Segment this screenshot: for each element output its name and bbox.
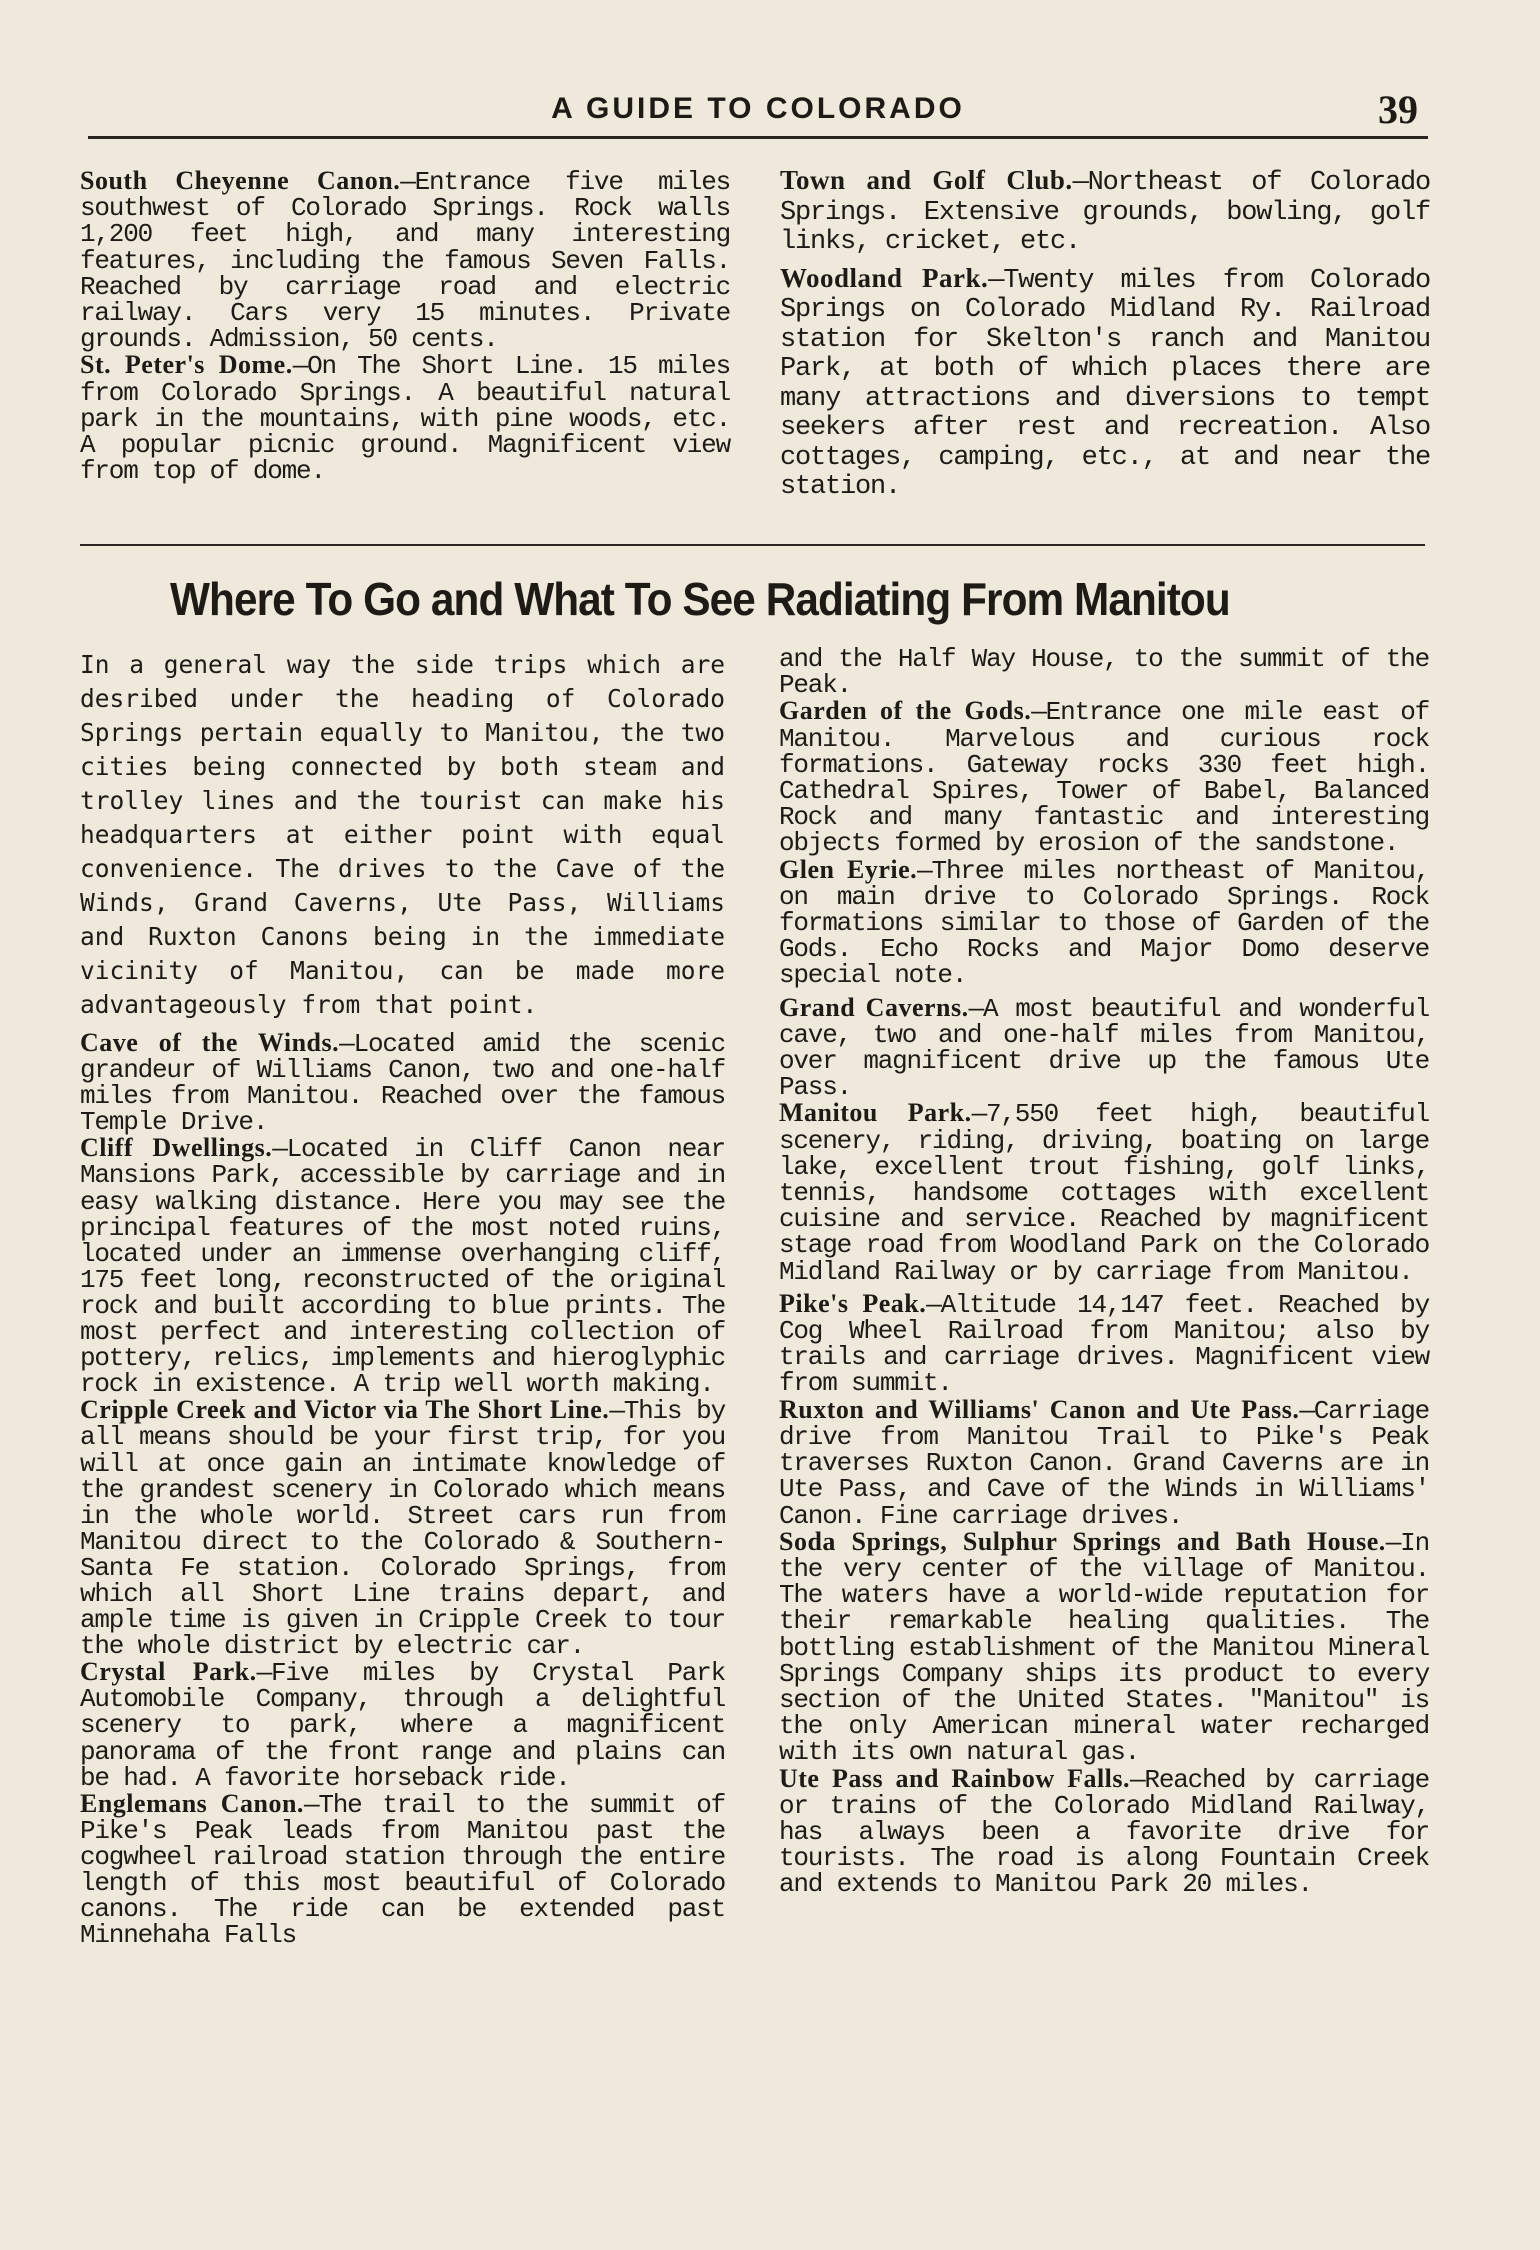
entry (779, 992, 1430, 1103)
entry (779, 1763, 1429, 1900)
entry (80, 1133, 725, 1400)
entry (80, 166, 730, 355)
entry-heading: Pike's Peak. (779, 1288, 927, 1318)
entry-text: —Entrance five miles southwest of Colorado Springs. Rock walls 1,200 feet high, and many interesting features, including the famous Seven Falls. Reached by carriage road and electric railway. Cars very 15 minutes. Private grounds. Admission, 50 cents. (80, 167, 730, 355)
entry-heading: Cliff Dwellings. (80, 1133, 273, 1163)
entry-heading: Englemans Canon. (80, 1788, 304, 1818)
entry-text: —A most beautiful and wonderful cave, two and one-half miles from Manitou, over magnificent drive up the famous Ute Pass. (779, 993, 1430, 1103)
entry (80, 1788, 725, 1951)
entry-heading: Crystal Park. (80, 1657, 257, 1687)
entry-heading: Town and Golf Club. (780, 165, 1073, 195)
entry (779, 1394, 1429, 1531)
header-rule (88, 136, 1428, 139)
entry-heading: Cave of the Winds. (80, 1028, 340, 1057)
top-left-column (80, 166, 730, 487)
entry-heading: Soda Springs, Sulphur Springs and Bath House. (779, 1526, 1386, 1556)
entry-text: —On The Short Line. 15 miles from Colorado Springs. A beautiful natural park in the mountains, with pine woods, etc. A popular picnic ground. Magnificent view from top of dome. (80, 351, 730, 487)
entry-text: —Entrance one mile east of Manitou. Marvelous and curious rock formations. Gateway rocks 330 feet high. Cathedral Spires, Tower of Babel, Balanced Rock and many fantastic and interesting objects formed by erosion of the sandstone. (779, 697, 1429, 859)
entry-heading: Woodland Park. (780, 262, 989, 293)
section-rule (80, 544, 1425, 546)
entry-text: —7,550 feet high, beautiful scenery, riding, driving, boating on large lake, excellent trout fishing, golf links, tennis, handsome cottages with excellent cuisine and service. Reached by magnificent stage road from Woodland Park on the Colorado Midland Railway or by carriage from Manitou. (779, 1099, 1429, 1287)
entry-heading: Manitou Park. (779, 1098, 972, 1128)
entry (779, 1526, 1429, 1768)
continuation-text: and the Half Way House, to the summit of the Peak. (779, 644, 1429, 701)
entry-heading: Ruxton and Williams' Canon and Ute Pass. (779, 1394, 1300, 1424)
entry (779, 854, 1430, 991)
entry-heading: Ute Pass and Rainbow Falls. (779, 1763, 1131, 1793)
entry (80, 350, 730, 487)
entry-text: —Five miles by Crystal Park Automobile Company, through a delightful scenery to park, where a magnificent panorama of the front range and plains can be had. A favorite horseback ride. (80, 1658, 725, 1793)
entry-heading: Grand Caverns. (779, 992, 969, 1022)
entry-text: —Three miles northeast of Manitou, on main drive to Colorado Springs. Rock formations similar to those of Garden of the Gods. Echo Rocks and Major Domo deserve special note. (779, 855, 1430, 991)
entry (779, 1098, 1429, 1287)
entry-text: —Located in Cliff Canon near Mansions Park, accessible by carriage and in easy walking distance. Here you may see the principal features of the most noted ruins, located under an immense overhanging cliff, 175 feet long, reconstructed of the original rock and built according to blue prints. The most perfect and interesting collection of pottery, relics, implements and hieroglyphic rock in existence. A trip well worth making. (80, 1134, 725, 1400)
section-title: Where To Go and What To See Radiating From Manitou (170, 573, 1230, 625)
entry (779, 1288, 1429, 1399)
top-right-column (780, 166, 1430, 509)
entry-text: —In the very center of the village of Manitou. The waters have a world-wide reputation for their remarkable healing qualities. The bottling establishment of the Manitou Mineral Springs Company ships its product to every section of the United States. "Manitou" is the only American mineral water recharged with its own natural gas. (779, 1527, 1429, 1768)
entry-heading: South Cheyenne Canon. (80, 166, 401, 195)
entry-text: —Reached by carriage or trains of the Colorado Midland Railway, has always been a favorite drive for tourists. The road is along Fountain Creek and extends to Manitou Park 20 miles. (779, 1764, 1429, 1900)
entry (780, 264, 1430, 503)
main-right-column (779, 646, 1429, 1898)
entry-heading: Cripple Creek and Victor via The Short Line. (80, 1395, 610, 1425)
entry-text: —This by all means should be your first trip, for you will at once gain an intimate knowledge of the grandest scenery in Colorado which means in the whole world. Street cars run from Manitou direct to the Colorado & Southern-Santa Fe station. Colorado Springs, from which all Short Line trains depart, and ample time is given in Cripple Creek to tour the whole district by electric car. (80, 1396, 725, 1662)
entry-heading: Glen Eyrie. (779, 854, 918, 884)
entry (779, 696, 1429, 859)
entry-text: —Located amid the scenic grandeur of Williams Canon, two and one-half miles from Manitou. Reached over the famous Temple Drive. (80, 1029, 725, 1138)
entry (80, 1657, 725, 1793)
entry-text: —Altitude 14,147 feet. Reached by Cog Wheel Railroad from Manitou; also by trails and carriage drives. Magnificent view from summit. (779, 1289, 1429, 1399)
entry-text: —The trail to the summit of Pike's Peak leads from Manitou past the cogwheel railroad station through the entire length of this most beautiful of Colorado canons. The ride can be extended past Minnehaha Falls (80, 1789, 725, 1951)
entry (780, 166, 1430, 258)
main-left-column (80, 648, 725, 1951)
entry (80, 1395, 725, 1662)
entry-heading: Garden of the Gods. (779, 696, 1032, 726)
entry-text: —Carriage drive from Manitou Trail to Pike's Peak traverses Ruxton Canon. Grand Caverns are in Ute Pass, and Cave of the Winds in Williams' Canon. Fine carriage drives. (779, 1395, 1429, 1531)
entry-text: —Northeast of Colorado Springs. Extensive grounds, bowling, golf links, cricket, etc. (780, 168, 1430, 257)
page-number: 39 (1378, 87, 1418, 132)
intro-paragraph: In a general way the side trips which are desribed under the heading of Colorado Springs pertain equally to Manitou, the two cities being connected by both steam and trolley lines and the tourist can make his headquarters at either point with equal convenience. The drives to the Cave of the Winds, Grand Caverns, Ute Pass, Williams and Ruxton Canons being in the immediate vicinity of Manitou, can be made more advantageously from that point. (80, 650, 725, 1019)
guide-title: A GUIDE TO COLORADO (551, 92, 965, 125)
running-head (88, 87, 1428, 134)
entry-heading: St. Peter's Dome. (80, 350, 293, 380)
entry-text: —Twenty miles from Colorado Springs on Colorado Midland Ry. Railroad station for Skelton's ranch and Manitou Park, at both of which places there are many attractions and diversions to tempt seekers after rest and recreation. Also cottages, camping, etc., at and near the station. (780, 265, 1430, 502)
entry (80, 1028, 725, 1138)
